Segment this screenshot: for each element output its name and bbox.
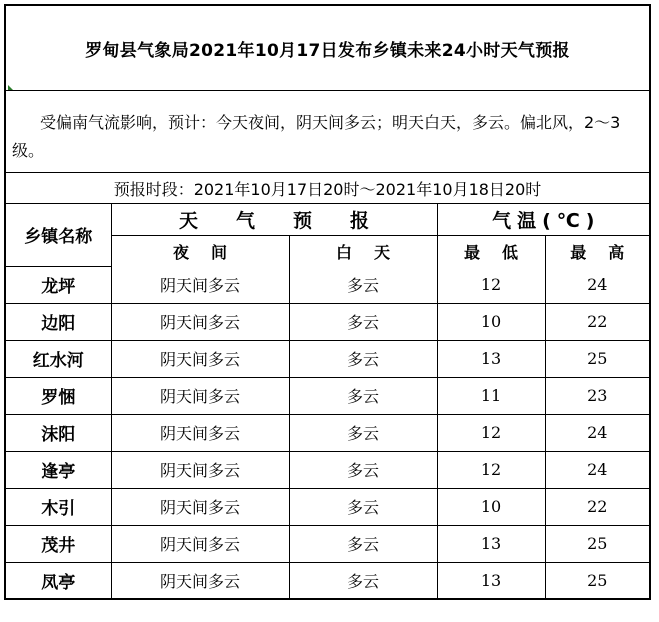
town-name-cell: 木引	[6, 488, 111, 525]
table-row	[6, 340, 649, 377]
period-cell	[6, 174, 649, 204]
title-cell	[6, 6, 649, 91]
town-name-cell: 茂井	[6, 525, 111, 562]
max-temp-cell: 22	[545, 488, 649, 525]
header-temperature: 气温(℃)	[437, 203, 649, 236]
night-weather-cell: 阴天间多云	[111, 525, 289, 562]
forecast-description: 受偏南气流影响，预计：今天夜间，阴天间多云；明天白天，多云。偏北风，2～3级。	[12, 113, 621, 160]
max-temp-cell: 24	[545, 266, 649, 303]
day-weather-cell: 多云	[289, 451, 437, 488]
max-temp-cell: 25	[545, 525, 649, 562]
day-weather-cell: 多云	[289, 303, 437, 340]
day-weather-cell: 多云	[289, 525, 437, 562]
forecast-rows	[6, 266, 649, 599]
table-row	[6, 303, 649, 340]
min-temp-cell: 12	[437, 266, 545, 303]
table-row	[6, 266, 649, 303]
day-weather-cell: 多云	[289, 414, 437, 451]
town-name-cell: 凤亭	[6, 562, 111, 599]
night-weather-cell: 阴天间多云	[111, 377, 289, 414]
day-weather-cell: 多云	[289, 488, 437, 525]
town-name-cell: 逢亭	[6, 451, 111, 488]
town-name-cell: 红水河	[6, 340, 111, 377]
forecast-period: 预报时段：2021年10月17日20时～2021年10月18日20时	[113, 180, 542, 199]
table-row	[6, 377, 649, 414]
min-temp-cell: 13	[437, 340, 545, 377]
town-name-cell: 龙坪	[6, 266, 111, 303]
night-weather-cell: 阴天间多云	[111, 562, 289, 599]
min-temp-cell: 12	[437, 414, 545, 451]
day-weather-cell: 多云	[289, 340, 437, 377]
forecast-table	[6, 203, 649, 599]
max-temp-cell: 24	[545, 414, 649, 451]
description-cell	[6, 91, 649, 173]
max-temp-cell: 25	[545, 562, 649, 599]
cell-corner-marker	[8, 85, 13, 90]
header-min: 最低	[437, 236, 545, 267]
day-weather-cell: 多云	[289, 266, 437, 303]
town-name-cell: 沫阳	[6, 414, 111, 451]
day-weather-cell: 多云	[289, 562, 437, 599]
night-weather-cell: 阴天间多云	[111, 414, 289, 451]
night-weather-cell: 阴天间多云	[111, 488, 289, 525]
min-temp-cell: 12	[437, 451, 545, 488]
night-weather-cell: 阴天间多云	[111, 266, 289, 303]
page-title: 罗甸县气象局2021年10月17日发布乡镇未来24小时天气预报	[85, 40, 570, 61]
night-weather-cell: 阴天间多云	[111, 451, 289, 488]
day-weather-cell: 多云	[289, 377, 437, 414]
table-row	[6, 525, 649, 562]
table-row	[6, 562, 649, 599]
max-temp-cell: 22	[545, 303, 649, 340]
min-temp-cell: 11	[437, 377, 545, 414]
max-temp-cell: 25	[545, 340, 649, 377]
table-row	[6, 488, 649, 525]
min-temp-cell: 13	[437, 525, 545, 562]
night-weather-cell: 阴天间多云	[111, 303, 289, 340]
max-temp-cell: 24	[545, 451, 649, 488]
header-forecast: 天气预报	[111, 203, 437, 236]
table-row	[6, 414, 649, 451]
header-town-name: 乡镇名称	[6, 203, 111, 266]
min-temp-cell: 10	[437, 303, 545, 340]
header-night: 夜间	[111, 236, 289, 267]
town-name-cell: 罗悃	[6, 377, 111, 414]
town-name-cell: 边阳	[6, 303, 111, 340]
header-max: 最高	[545, 236, 649, 267]
min-temp-cell: 10	[437, 488, 545, 525]
header-day: 白天	[289, 236, 437, 267]
max-temp-cell: 23	[545, 377, 649, 414]
table-row	[6, 451, 649, 488]
min-temp-cell: 13	[437, 562, 545, 599]
night-weather-cell: 阴天间多云	[111, 340, 289, 377]
forecast-sheet	[4, 4, 651, 600]
